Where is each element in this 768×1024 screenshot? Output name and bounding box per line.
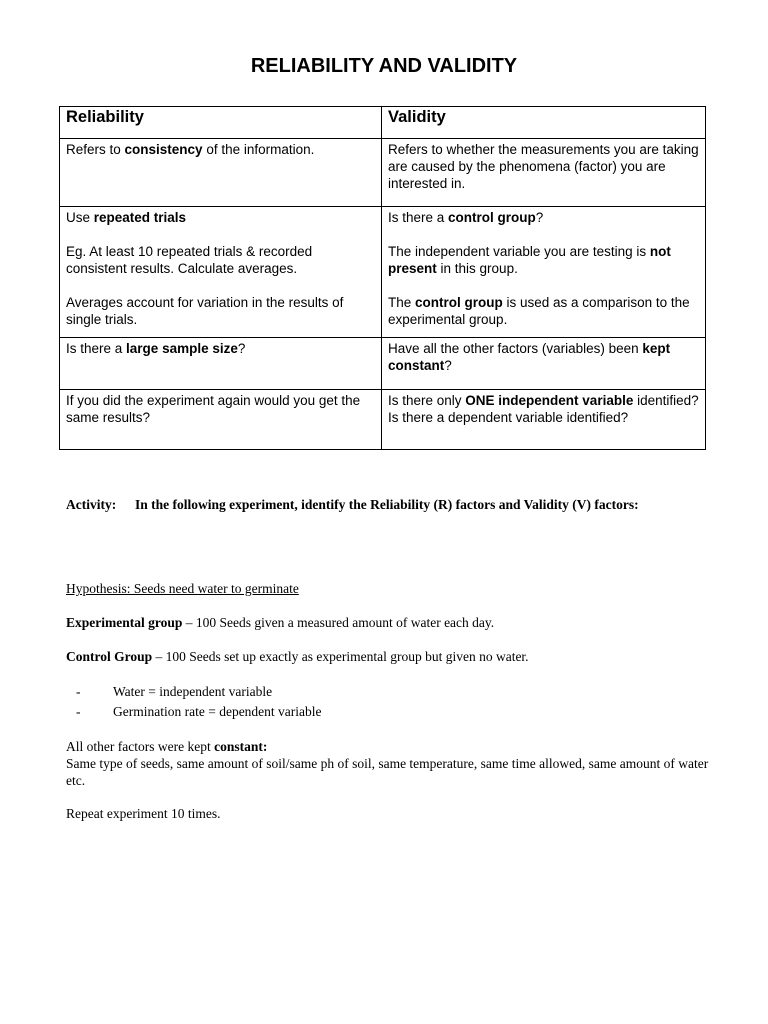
emphasis-text: large sample size — [126, 341, 238, 356]
table-row — [60, 139, 706, 207]
validity-cell — [382, 338, 706, 390]
cell-paragraph — [388, 243, 699, 277]
cell-text: Is there only — [388, 393, 466, 408]
cell-text: Is there a — [66, 341, 127, 356]
emphasis-text: control group — [415, 295, 503, 310]
list-item-text: Water = independent variable — [113, 684, 273, 699]
cell-paragraph — [66, 294, 375, 328]
column-header-validity: Validity — [382, 107, 706, 139]
page-title: RELIABILITY AND VALIDITY — [250, 55, 518, 77]
cell-paragraph — [388, 209, 699, 226]
list-dash: - — [76, 704, 81, 719]
emphasis-text: repeated trials — [93, 210, 187, 225]
table-row — [60, 338, 706, 390]
repeat-instruction: Repeat experiment 10 times. — [66, 806, 221, 821]
cell-text: Averages account for variation in the results of single trials. — [66, 295, 344, 327]
cell-paragraph — [388, 141, 699, 192]
cell-text: Have all the other factors (variables) been — [388, 341, 643, 356]
experimental-group-label: Experimental group — [66, 615, 183, 630]
reliability-validity-table — [59, 106, 706, 450]
cell-text: Eg. At least 10 repeated trials & recorded consistent results. Calculate averages. — [66, 244, 313, 276]
cell-text: ? — [535, 210, 544, 225]
emphasis-text: control group — [448, 210, 536, 225]
cell-paragraph — [66, 340, 375, 357]
cell-text: ? — [237, 341, 246, 356]
cell-paragraph — [388, 294, 699, 328]
cell-text: Refers to — [66, 142, 125, 157]
emphasis-text: not present — [388, 244, 671, 276]
list-dash: - — [76, 684, 81, 699]
cell-text: identified? Is there a dependent variable identified? — [388, 393, 699, 425]
constant-factors — [66, 738, 716, 789]
cell-text: of the information. — [202, 142, 315, 157]
list-item-text: Germination rate = dependent variable — [113, 704, 322, 719]
column-header-reliability: Reliability — [60, 107, 382, 139]
cell-text: Use — [66, 210, 94, 225]
control-group — [66, 648, 716, 665]
cell-paragraph — [388, 392, 699, 426]
validity-cell — [382, 390, 706, 450]
table-row — [60, 390, 706, 450]
cell-paragraph — [66, 209, 375, 226]
reliability-cell — [60, 338, 382, 390]
constant-text: Same type of seeds, same amount of soil/same ph of soil, same temperature, same time allowed, same amount of water etc. — [66, 756, 709, 788]
hypothesis: Hypothesis: Seeds need water to germinate — [66, 581, 299, 596]
emphasis-text: consistency — [124, 142, 203, 157]
emphasis-text: kept constant — [388, 341, 671, 373]
experimental-group — [66, 614, 716, 631]
cell-text: is used as a comparison to the experimental group. — [388, 295, 690, 327]
table-header-row — [60, 107, 706, 139]
experimental-group-text: – 100 Seeds given a measured amount of water each day. — [182, 615, 495, 630]
reliability-cell — [60, 139, 382, 207]
validity-cell — [382, 207, 706, 338]
control-group-label: Control Group — [66, 649, 153, 664]
constant-bold: constant: — [214, 739, 268, 754]
constant-lead: All other factors were kept — [66, 739, 215, 754]
list-item — [66, 683, 666, 703]
cell-text: The — [388, 295, 416, 310]
validity-cell — [382, 139, 706, 207]
cell-text: ? — [444, 358, 452, 373]
cell-text: If you did the experiment again would you get the same results? — [66, 393, 361, 425]
reliability-cell — [60, 207, 382, 338]
table-row — [60, 207, 706, 338]
activity-label: Activity: — [66, 497, 117, 512]
cell-text: in this group. — [436, 261, 518, 276]
control-group-text: – 100 Seeds set up exactly as experimental group but given no water. — [152, 649, 529, 664]
activity-text: In the following experiment, identify the Reliability (R) factors and Validity (V) factors: — [135, 497, 639, 512]
cell-paragraph — [66, 141, 375, 158]
cell-text: The independent variable you are testing is — [388, 244, 650, 259]
cell-paragraph — [388, 340, 699, 374]
emphasis-text: ONE independent variable — [465, 393, 634, 408]
cell-text: Is there a — [388, 210, 449, 225]
list-item — [66, 703, 666, 723]
reliability-cell — [60, 390, 382, 450]
cell-text: Refers to whether the measurements you are taking are caused by the phenomena (factor) you are interested in. — [388, 142, 699, 191]
cell-paragraph — [66, 392, 375, 426]
variable-list — [66, 683, 666, 723]
cell-paragraph — [66, 243, 375, 277]
